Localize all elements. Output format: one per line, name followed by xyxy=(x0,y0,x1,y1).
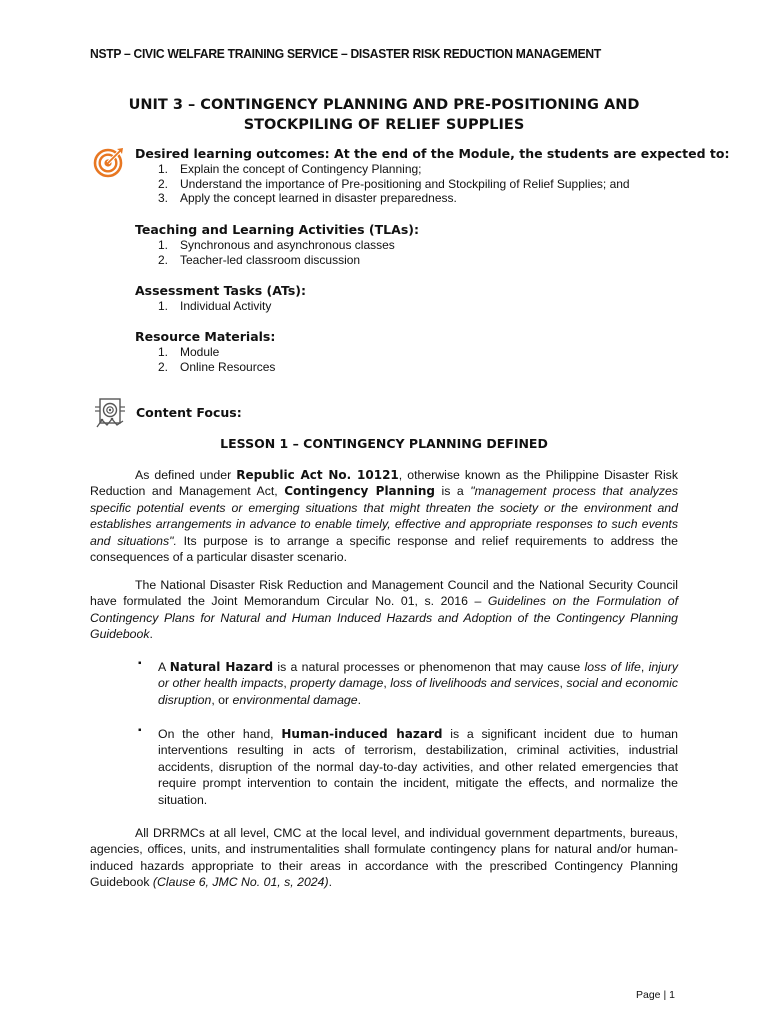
bold-text: Human-induced hazard xyxy=(281,727,443,741)
list-item xyxy=(135,191,729,206)
paragraph-jmc xyxy=(90,577,678,643)
content-focus-icon xyxy=(93,396,127,430)
paragraph-drrmcs xyxy=(90,825,678,891)
text-run: , otherwise known as the Philippine Disaster Risk Reduction and Management Act, xyxy=(90,468,678,499)
bullet-human-induced-hazard xyxy=(158,726,678,808)
text-run: , xyxy=(383,676,391,691)
list-item xyxy=(135,360,275,375)
bullet-mark: ▪ xyxy=(138,725,142,736)
list-text: Module xyxy=(180,345,220,359)
bullet-mark: ▪ xyxy=(138,658,142,669)
text-run: . xyxy=(149,627,153,642)
learning-outcomes-heading: Desired learning outcomes: At the end of the Module, the students are expected to: xyxy=(135,146,730,161)
list-text: Explain the concept of Contingency Planning; xyxy=(180,162,422,176)
list-text: Teacher-led classroom discussion xyxy=(180,252,361,267)
list-number: 1. xyxy=(158,162,169,176)
text-run: , xyxy=(640,660,649,674)
text-run: , or xyxy=(211,692,233,707)
learning-outcomes-section xyxy=(135,146,729,206)
text-run: is a xyxy=(434,484,471,499)
list-number: 2. xyxy=(158,176,169,191)
unit-title xyxy=(90,95,678,135)
list-item xyxy=(135,299,306,314)
text-run: is a natural processes or phenomenon that may cause xyxy=(273,660,585,674)
text-run: As defined under xyxy=(135,468,237,482)
list-text: Apply the concept learned in disaster preparedness. xyxy=(180,191,457,205)
list-number: 2. xyxy=(158,252,169,267)
text-run: . xyxy=(357,692,362,707)
resources-section xyxy=(135,329,275,374)
resources-heading: Resource Materials: xyxy=(135,329,276,344)
learning-outcomes-list xyxy=(135,162,729,206)
list-text: Synchronous and asynchronous classes xyxy=(180,238,395,252)
italic-text: injury or other health impacts xyxy=(158,660,678,691)
list-number: 1. xyxy=(158,299,169,313)
bullet-natural-hazard xyxy=(158,659,678,708)
assessment-heading: Assessment Tasks (ATs): xyxy=(135,283,306,298)
bold-text: Contingency Planning xyxy=(284,484,435,499)
paragraph-contingency-definition xyxy=(90,467,678,565)
resources-list xyxy=(135,345,275,374)
lesson-title: LESSON 1 – CONTINGENCY PLANNING DEFINED xyxy=(220,436,548,451)
list-item xyxy=(135,162,729,177)
tlas-heading: Teaching and Learning Activities (TLAs): xyxy=(135,222,419,237)
bold-text: Natural Hazard xyxy=(169,660,274,674)
page-number: Page | 1 xyxy=(636,989,675,1001)
list-item xyxy=(135,253,419,268)
list-number: 2. xyxy=(158,359,169,374)
italic-text: loss of life xyxy=(584,660,641,674)
assessment-list xyxy=(135,299,306,314)
text-run: All DRRMCs at all level, CMC at the local level, and individual government departments, bureaus, agencies, offices, units, and instrumentalities shall formulate contingency plans for natural and/or human-induced hazards appropriate to their areas in accordance with the prescribed Contingency Planning Guidebook xyxy=(90,826,678,890)
target-icon xyxy=(93,146,125,178)
list-number: 3. xyxy=(158,191,169,205)
list-item xyxy=(135,177,729,192)
italic-text: loss of livelihoods and services xyxy=(390,676,560,691)
unit-title-line-1: UNIT 3 – CONTINGENCY PLANNING AND PRE-POSITIONING AND xyxy=(128,97,640,113)
text-run: A xyxy=(158,660,170,674)
italic-citation: (Clause 6, JMC No. 01, s, 2024) xyxy=(152,875,329,890)
list-item xyxy=(135,238,419,253)
text-run: is a significant incident due to human interventions resulting in acts of terrorism, destabilization, criminal activities, industrial accidents, disruption of the normal day-to-day activities, and other related emergencies that require prompt intervention to contain the incident, mitigate the effects, and normalize the situation. xyxy=(158,727,679,807)
text-run: On the other hand, xyxy=(158,727,282,741)
list-number: 1. xyxy=(158,238,169,252)
running-header: NSTP – CIVIC WELFARE TRAINING SERVICE – DISASTER RISK REDUCTION MANAGEMENT xyxy=(90,46,601,61)
content-focus-heading: Content Focus: xyxy=(136,405,242,420)
italic-title: Guidelines on the Formulation of Contingency Plans for Natural and Human Induced Hazards and Adoption of the Contingency Planning Guidebook xyxy=(90,594,678,642)
list-text: Individual Activity xyxy=(180,299,272,313)
list-item xyxy=(135,345,275,360)
italic-quote: "management process that analyzes specific potential events or emerging situations that might threaten the society or the environment and establishes arrangements in advance to enable timely, effective and appropriate responses to such events and situations". xyxy=(90,484,678,548)
list-text: Online Resources xyxy=(180,359,276,374)
unit-title-line-2: STOCKPILING OF RELIEF SUPPLIES xyxy=(243,117,525,133)
list-number: 1. xyxy=(158,345,169,359)
text-run: , xyxy=(559,676,567,691)
text-run: Its purpose is to arrange a specific response and relief requirements to address the consequences of a particular disaster scenario. xyxy=(90,533,678,565)
tlas-section xyxy=(135,222,419,267)
text-run: , xyxy=(283,676,291,691)
bold-text: Republic Act No. 10121 xyxy=(236,468,399,482)
text-run: . xyxy=(328,875,332,890)
list-text: Understand the importance of Pre-positioning and Stockpiling of Relief Supplies; and xyxy=(180,176,630,191)
tlas-list xyxy=(135,238,419,267)
italic-text: property damage xyxy=(290,676,384,691)
text-run: The National Disaster Risk Reduction and Management Council and the National Security Council have formulated the Joint Memorandum Circular No. 01, s. 2016 – xyxy=(90,578,678,609)
italic-text: social and economic disruption xyxy=(158,676,678,707)
assessment-section xyxy=(135,283,306,314)
italic-text: environmental damage xyxy=(232,692,358,707)
